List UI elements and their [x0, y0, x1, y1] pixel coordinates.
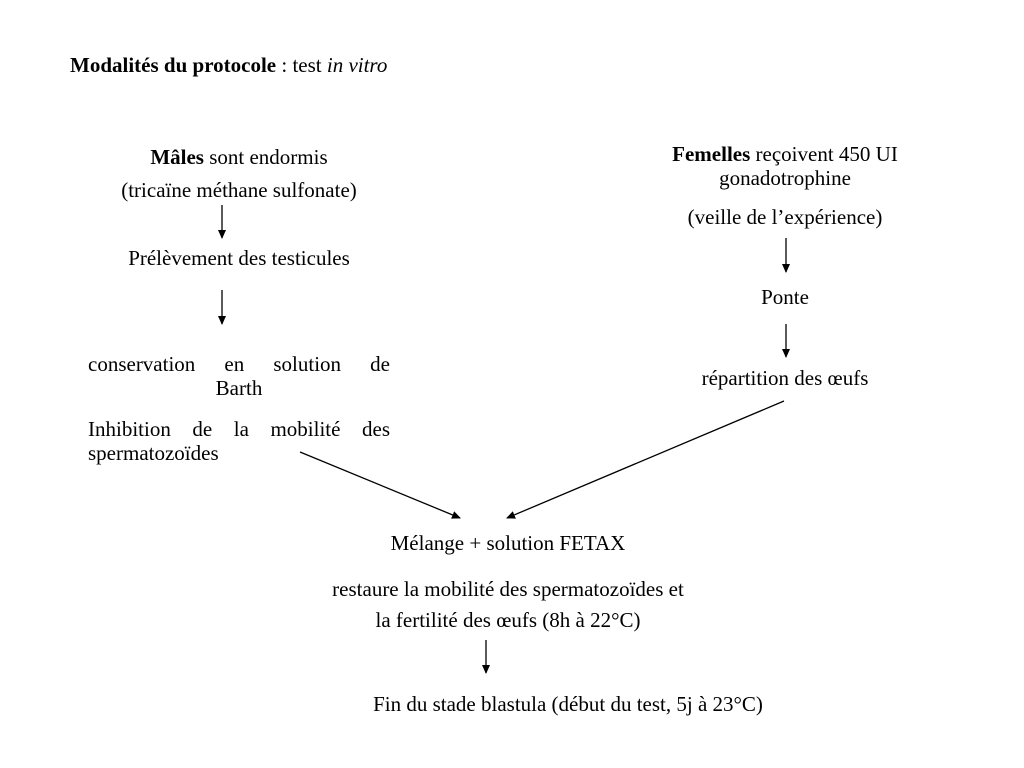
females-step-spawning: Ponte	[761, 285, 809, 309]
title-bold: Modalités du protocole	[70, 53, 277, 77]
females-heading-l2: gonadotrophine	[719, 166, 851, 190]
title-separator: : test	[276, 53, 327, 77]
females-timing: (veille de l’expérience)	[687, 205, 883, 229]
males-step-testicles: Prélèvement des testicules	[128, 246, 350, 270]
females-rest: reçoivent 450 UI	[750, 142, 898, 166]
females-step-distribution: répartition des œufs	[701, 366, 869, 390]
arrow-females-to-mix	[507, 401, 784, 518]
title-italic: in vitro	[326, 53, 388, 77]
females-heading	[635, 142, 935, 166]
males-step-conservation-l2: Barth	[215, 376, 263, 400]
males-step-inhibition-l1: Inhibition de la mobilité des	[88, 417, 390, 441]
males-bold: Mâles	[150, 145, 204, 169]
merge-step-restore-l1: restaure la mobilité des spermatozoïdes et	[332, 577, 684, 601]
arrow-males-to-mix	[300, 452, 460, 518]
page-title	[70, 53, 387, 77]
females-bold: Femelles	[672, 142, 751, 166]
males-step-conservation-l1: conservation en solution de	[88, 352, 390, 376]
males-step-inhibition-l2: spermatozoïdes	[88, 441, 219, 465]
merge-step-restore-l2: la fertilité des œufs (8h à 22°C)	[375, 608, 641, 632]
males-heading	[88, 145, 390, 169]
males-rest: sont endormis	[203, 145, 328, 169]
final-step: Fin du stade blastula (début du test, 5j à 23°C)	[373, 692, 763, 716]
males-anesthetic: (tricaïne méthane sulfonate)	[121, 178, 357, 202]
merge-step-mix: Mélange + solution FETAX	[390, 531, 626, 555]
